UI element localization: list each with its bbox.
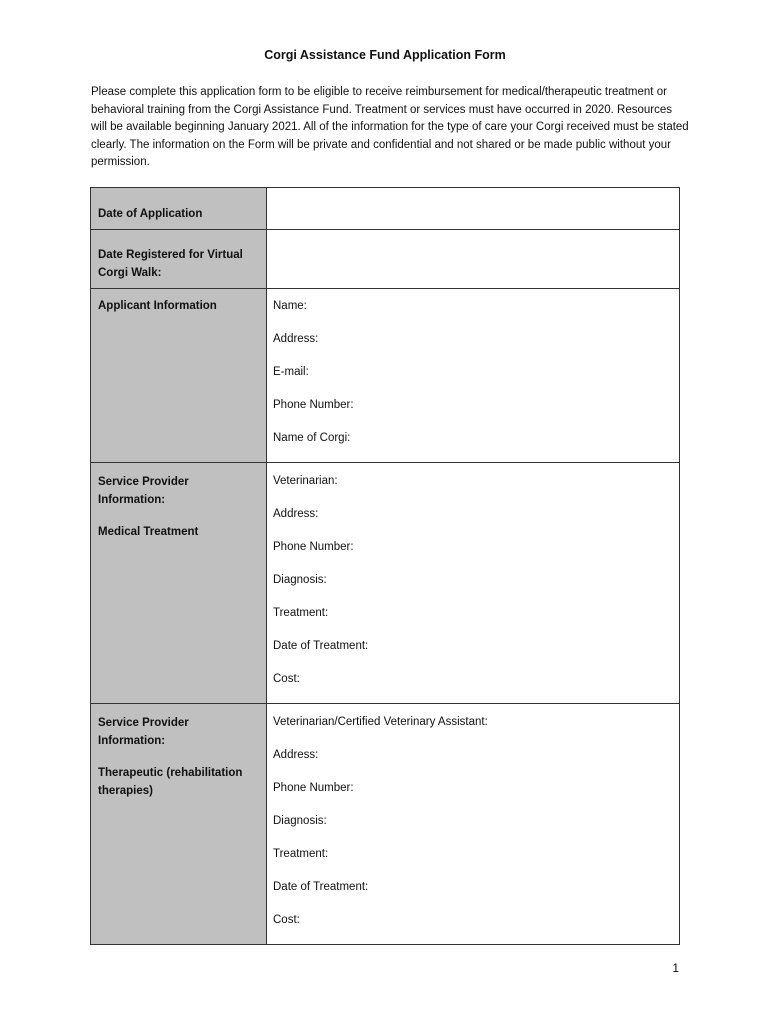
therapeutic-label-line1: Service Provider [98, 717, 189, 729]
medical-phone-field[interactable]: Phone Number: [273, 541, 354, 553]
therapeutic-label-line3: Therapeutic (rehabilitation [98, 767, 243, 779]
applicant-address-field[interactable]: Address: [273, 333, 319, 345]
medical-label-line3: Medical Treatment [98, 526, 199, 538]
medical-fields-cell[interactable] [267, 463, 680, 704]
medical-label-line2: Information: [98, 494, 166, 506]
therapeutic-fields-cell[interactable] [267, 704, 680, 945]
intro-paragraph: Please complete this application form to be eligible to receive reimbursement for medical/therapeutic treatment or behavioral training from the Corgi Assistance Fund. Treatment or services must have occurred in 2020. Resources will be available beginning January 2021. All of the information for the type of care your Corgi received must be stated clearly. The information on the Form will be private and confidential and not shared or be made public without your permission. [91, 86, 689, 169]
date-registered-label-line1: Date Registered for Virtual [98, 249, 243, 261]
therapeutic-provider-field[interactable]: Veterinarian/Certified Veterinary Assistant: [273, 716, 488, 728]
medical-label-line1: Service Provider [98, 476, 189, 488]
application-table [90, 187, 680, 945]
form-title: Corgi Assistance Fund Application Form [264, 48, 506, 62]
medical-date-of-treatment-field[interactable]: Date of Treatment: [273, 640, 369, 652]
therapeutic-label-line2: Information: [98, 735, 166, 747]
therapeutic-treatment-field[interactable]: Treatment: [273, 848, 329, 860]
therapeutic-address-field[interactable]: Address: [273, 749, 319, 761]
therapeutic-phone-field[interactable]: Phone Number: [273, 782, 354, 794]
row-medical-treatment [91, 463, 680, 704]
medical-address-field[interactable]: Address: [273, 508, 319, 520]
applicant-phone-field[interactable]: Phone Number: [273, 399, 354, 411]
medical-veterinarian-field[interactable]: Veterinarian: [273, 475, 338, 487]
applicant-email-field[interactable]: E-mail: [273, 366, 309, 378]
therapeutic-diagnosis-field[interactable]: Diagnosis: [273, 815, 327, 827]
applicant-fields-cell[interactable] [267, 289, 680, 463]
label-cell [91, 230, 267, 289]
date-of-application-field[interactable] [267, 188, 680, 230]
date-registered-label-line2: Corgi Walk: [98, 267, 162, 279]
row-therapeutic-treatment [91, 704, 680, 945]
row-date-of-application [91, 188, 680, 230]
therapeutic-label-line4: therapies) [98, 785, 153, 797]
therapeutic-date-of-treatment-field[interactable]: Date of Treatment: [273, 881, 369, 893]
label-cell [91, 463, 267, 704]
medical-cost-field[interactable]: Cost: [273, 673, 300, 685]
page-number: 1 [672, 961, 679, 975]
medical-treatment-field[interactable]: Treatment: [273, 607, 329, 619]
date-registered-field[interactable] [267, 230, 680, 289]
label-cell [91, 289, 267, 463]
date-of-application-label: Date of Application [98, 208, 203, 220]
applicant-information-label: Applicant Information [98, 300, 217, 312]
medical-diagnosis-field[interactable]: Diagnosis: [273, 574, 327, 586]
label-cell [91, 704, 267, 945]
label-cell [91, 188, 267, 230]
row-date-registered [91, 230, 680, 289]
corgi-name-field[interactable]: Name of Corgi: [273, 432, 351, 444]
applicant-name-field[interactable]: Name: [273, 300, 307, 312]
therapeutic-cost-field[interactable]: Cost: [273, 914, 300, 926]
row-applicant-information [91, 289, 680, 463]
